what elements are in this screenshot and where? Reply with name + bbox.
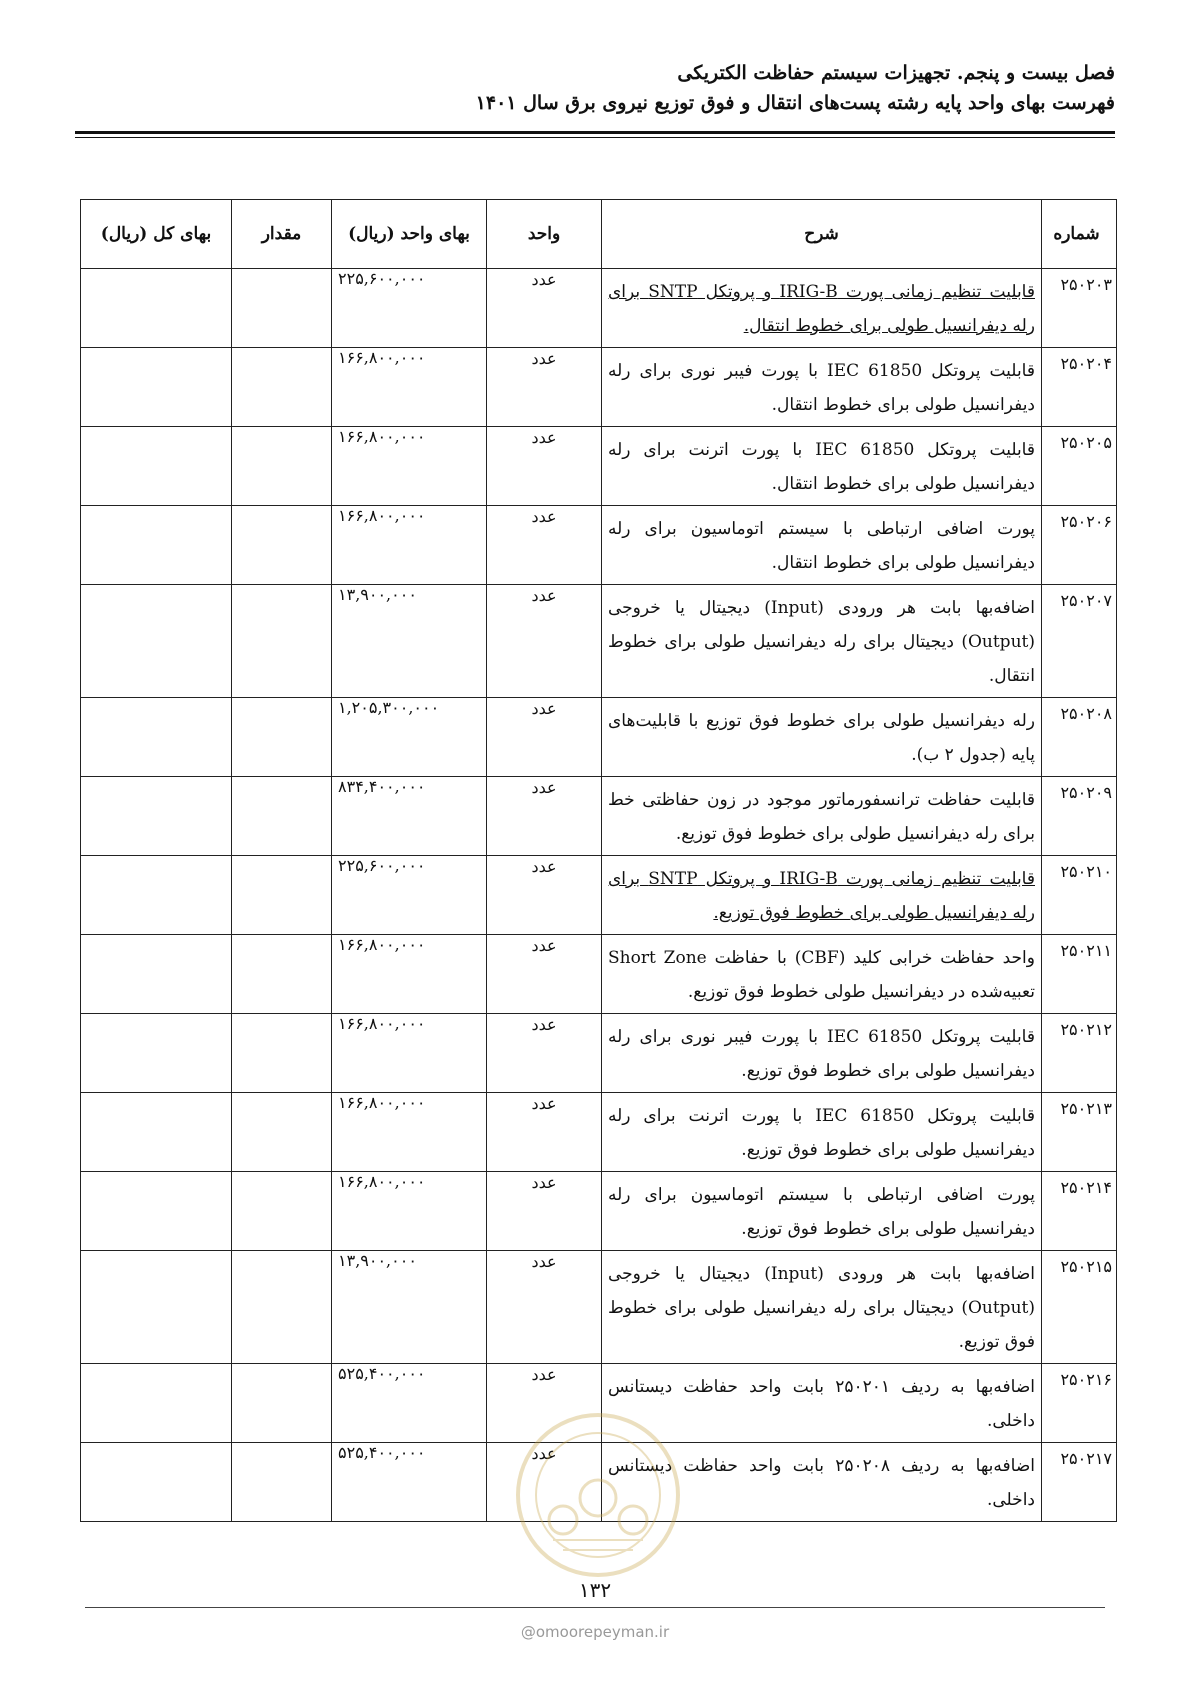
item-description: قابلیت پروتکل IEC 61850 با پورت اترنت برای رله دیفرانسیل طولی برای خطوط فوق توزیع. [602,1093,1042,1172]
item-description: قابلیت پروتکل IEC 61850 با پورت فیبر نوری برای رله دیفرانسیل طولی برای خطوط فوق توزیع. [602,1014,1042,1093]
item-total-price[interactable] [81,348,232,427]
item-number: ۲۵۰۲۱۳ [1042,1093,1117,1172]
footer-rule [85,1607,1105,1608]
item-unit: عدد [487,348,602,427]
item-description: اضافه‌بها به ردیف ۲۵۰۲۰۱ بابت واحد حفاظت دیستانس داخلی. [602,1364,1042,1443]
item-quantity[interactable] [232,427,332,506]
table-row [81,1251,1117,1364]
table-row [81,427,1117,506]
table-row [81,1093,1117,1172]
item-unit-price: ۲۲۵,۶۰۰,۰۰۰ [332,269,487,348]
item-unit: عدد [487,1014,602,1093]
item-unit-price: ۱۶۶,۸۰۰,۰۰۰ [332,427,487,506]
item-unit-price: ۸۳۴,۴۰۰,۰۰۰ [332,777,487,856]
item-number: ۲۵۰۲۱۴ [1042,1172,1117,1251]
item-total-price[interactable] [81,585,232,698]
item-unit-price: ۱۶۶,۸۰۰,۰۰۰ [332,1093,487,1172]
header-rule-thin [75,137,1115,138]
item-unit: عدد [487,856,602,935]
item-quantity[interactable] [232,506,332,585]
table-row [81,777,1117,856]
item-total-price[interactable] [81,777,232,856]
item-description: اضافه‌بها بابت هر ورودی (Input) دیجیتال یا خروجی (Output) دیجیتال برای رله دیفرانسیل طولی برای خطوط انتقال. [602,585,1042,698]
item-number: ۲۵۰۲۱۰ [1042,856,1117,935]
footer-website[interactable]: @omoorepeyman.ir [520,1623,670,1641]
table-row [81,935,1117,1014]
page-number: ۱۳۲ [578,1578,612,1602]
item-number: ۲۵۰۲۰۸ [1042,698,1117,777]
table-row [81,856,1117,935]
item-quantity[interactable] [232,698,332,777]
item-unit: عدد [487,1172,602,1251]
item-unit-price: ۱۶۶,۸۰۰,۰۰۰ [332,506,487,585]
item-total-price[interactable] [81,698,232,777]
page-header [75,58,1115,118]
item-description: پورت اضافی ارتباطی با سیستم اتوماسیون برای رله دیفرانسیل طولی برای خطوط فوق توزیع. [602,1172,1042,1251]
table-body [81,269,1117,1522]
item-total-price[interactable] [81,1364,232,1443]
item-quantity[interactable] [232,1172,332,1251]
item-number: ۲۵۰۲۰۳ [1042,269,1117,348]
item-quantity[interactable] [232,856,332,935]
item-quantity[interactable] [232,269,332,348]
item-total-price[interactable] [81,935,232,1014]
item-unit-price: ۱۶۶,۸۰۰,۰۰۰ [332,1172,487,1251]
item-description: قابلیت تنظیم زمانی پورت IRIG-B و پروتکل SNTP برای رله دیفرانسیل طولی برای خطوط فوق توزیع. [602,856,1042,935]
item-unit-price: ۱۶۶,۸۰۰,۰۰۰ [332,348,487,427]
item-unit: عدد [487,1093,602,1172]
header-rule-thick [75,131,1115,134]
item-quantity[interactable] [232,935,332,1014]
item-unit: عدد [487,269,602,348]
item-unit-price: ۱۶۶,۸۰۰,۰۰۰ [332,935,487,1014]
item-number: ۲۵۰۲۰۶ [1042,506,1117,585]
price-list-table [80,199,1117,1522]
table-row [81,698,1117,777]
column-header-description: شرح [602,200,1042,269]
item-total-price[interactable] [81,427,232,506]
item-description: اضافه‌بها به ردیف ۲۵۰۲۰۸ بابت واحد حفاظت دیستانس داخلی. [602,1443,1042,1522]
table-row [81,506,1117,585]
item-number: ۲۵۰۲۰۹ [1042,777,1117,856]
item-number: ۲۵۰۲۰۷ [1042,585,1117,698]
item-unit: عدد [487,1364,602,1443]
item-total-price[interactable] [81,856,232,935]
item-total-price[interactable] [81,269,232,348]
item-number: ۲۵۰۲۰۴ [1042,348,1117,427]
item-description: اضافه‌بها بابت هر ورودی (Input) دیجیتال یا خروجی (Output) دیجیتال برای رله دیفرانسیل طولی برای خطوط فوق توزیع. [602,1251,1042,1364]
item-number: ۲۵۰۲۰۵ [1042,427,1117,506]
item-total-price[interactable] [81,1093,232,1172]
item-number: ۲۵۰۲۱۵ [1042,1251,1117,1364]
table-row [81,585,1117,698]
item-number: ۲۵۰۲۱۶ [1042,1364,1117,1443]
item-quantity[interactable] [232,1364,332,1443]
item-unit-price: ۵۲۵,۴۰۰,۰۰۰ [332,1443,487,1522]
column-header-quantity: مقدار [232,200,332,269]
item-unit: عدد [487,585,602,698]
item-unit-price: ۱,۲۰۵,۳۰۰,۰۰۰ [332,698,487,777]
item-quantity[interactable] [232,1014,332,1093]
column-header-number: شماره [1042,200,1117,269]
item-number: ۲۵۰۲۱۲ [1042,1014,1117,1093]
item-quantity[interactable] [232,1443,332,1522]
item-unit: عدد [487,777,602,856]
item-description: پورت اضافی ارتباطی با سیستم اتوماسیون برای رله دیفرانسیل طولی برای خطوط انتقال. [602,506,1042,585]
item-unit-price: ۱۶۶,۸۰۰,۰۰۰ [332,1014,487,1093]
item-quantity[interactable] [232,585,332,698]
item-number: ۲۵۰۲۱۱ [1042,935,1117,1014]
item-quantity[interactable] [232,1251,332,1364]
column-header-unit-price: بهای واحد (ریال) [332,200,487,269]
item-quantity[interactable] [232,777,332,856]
item-unit: عدد [487,1443,602,1522]
item-unit-price: ۱۳,۹۰۰,۰۰۰ [332,585,487,698]
item-unit: عدد [487,506,602,585]
item-unit: عدد [487,698,602,777]
table-row [81,348,1117,427]
item-description: واحد حفاظت خرابی کلید (CBF) با حفاظت Short Zone تعبیه‌شده در دیفرانسیل طولی خطوط فوق توزیع. [602,935,1042,1014]
item-unit-price: ۱۳,۹۰۰,۰۰۰ [332,1251,487,1364]
item-unit: عدد [487,1251,602,1364]
item-unit-price: ۵۲۵,۴۰۰,۰۰۰ [332,1364,487,1443]
item-description: قابلیت پروتکل IEC 61850 با پورت اترنت برای رله دیفرانسیل طولی برای خطوط انتقال. [602,427,1042,506]
watermark-seal-icon [513,1410,683,1580]
item-description: قابلیت تنظیم زمانی پورت IRIG-B و پروتکل SNTP برای رله دیفرانسیل طولی برای خطوط انتقال. [602,269,1042,348]
item-quantity[interactable] [232,1093,332,1172]
item-total-price[interactable] [81,1443,232,1522]
item-unit-price: ۲۲۵,۶۰۰,۰۰۰ [332,856,487,935]
chapter-title: فصل بیست و پنجم. تجهیزات سیستم حفاظت الکتریکی [677,62,1115,84]
item-description: قابلیت حفاظت ترانسفورماتور موجود در زون حفاظتی خط برای رله دیفرانسیل طولی برای خطوط فوق توزیع. [602,777,1042,856]
table-row [81,269,1117,348]
table-row [81,1014,1117,1093]
item-unit: عدد [487,427,602,506]
item-number: ۲۵۰۲۱۷ [1042,1443,1117,1522]
item-unit: عدد [487,935,602,1014]
item-total-price[interactable] [81,1014,232,1093]
item-quantity[interactable] [232,348,332,427]
column-header-unit: واحد [487,200,602,269]
item-description: قابلیت پروتکل IEC 61850 با پورت فیبر نوری برای رله دیفرانسیل طولی برای خطوط انتقال. [602,348,1042,427]
document-subtitle: فهرست بهای واحد پایه رشته پست‌های انتقال و فوق توزیع نیروی برق سال ۱۴۰۱ [475,92,1115,114]
item-total-price[interactable] [81,1251,232,1364]
item-total-price[interactable] [81,506,232,585]
table-row [81,1172,1117,1251]
item-description: رله دیفرانسیل طولی برای خطوط فوق توزیع با قابلیت‌های پایه (جدول ۲ ب). [602,698,1042,777]
item-total-price[interactable] [81,1172,232,1251]
table-header-row [81,200,1117,269]
column-header-total-price: بهای کل (ریال) [81,200,232,269]
